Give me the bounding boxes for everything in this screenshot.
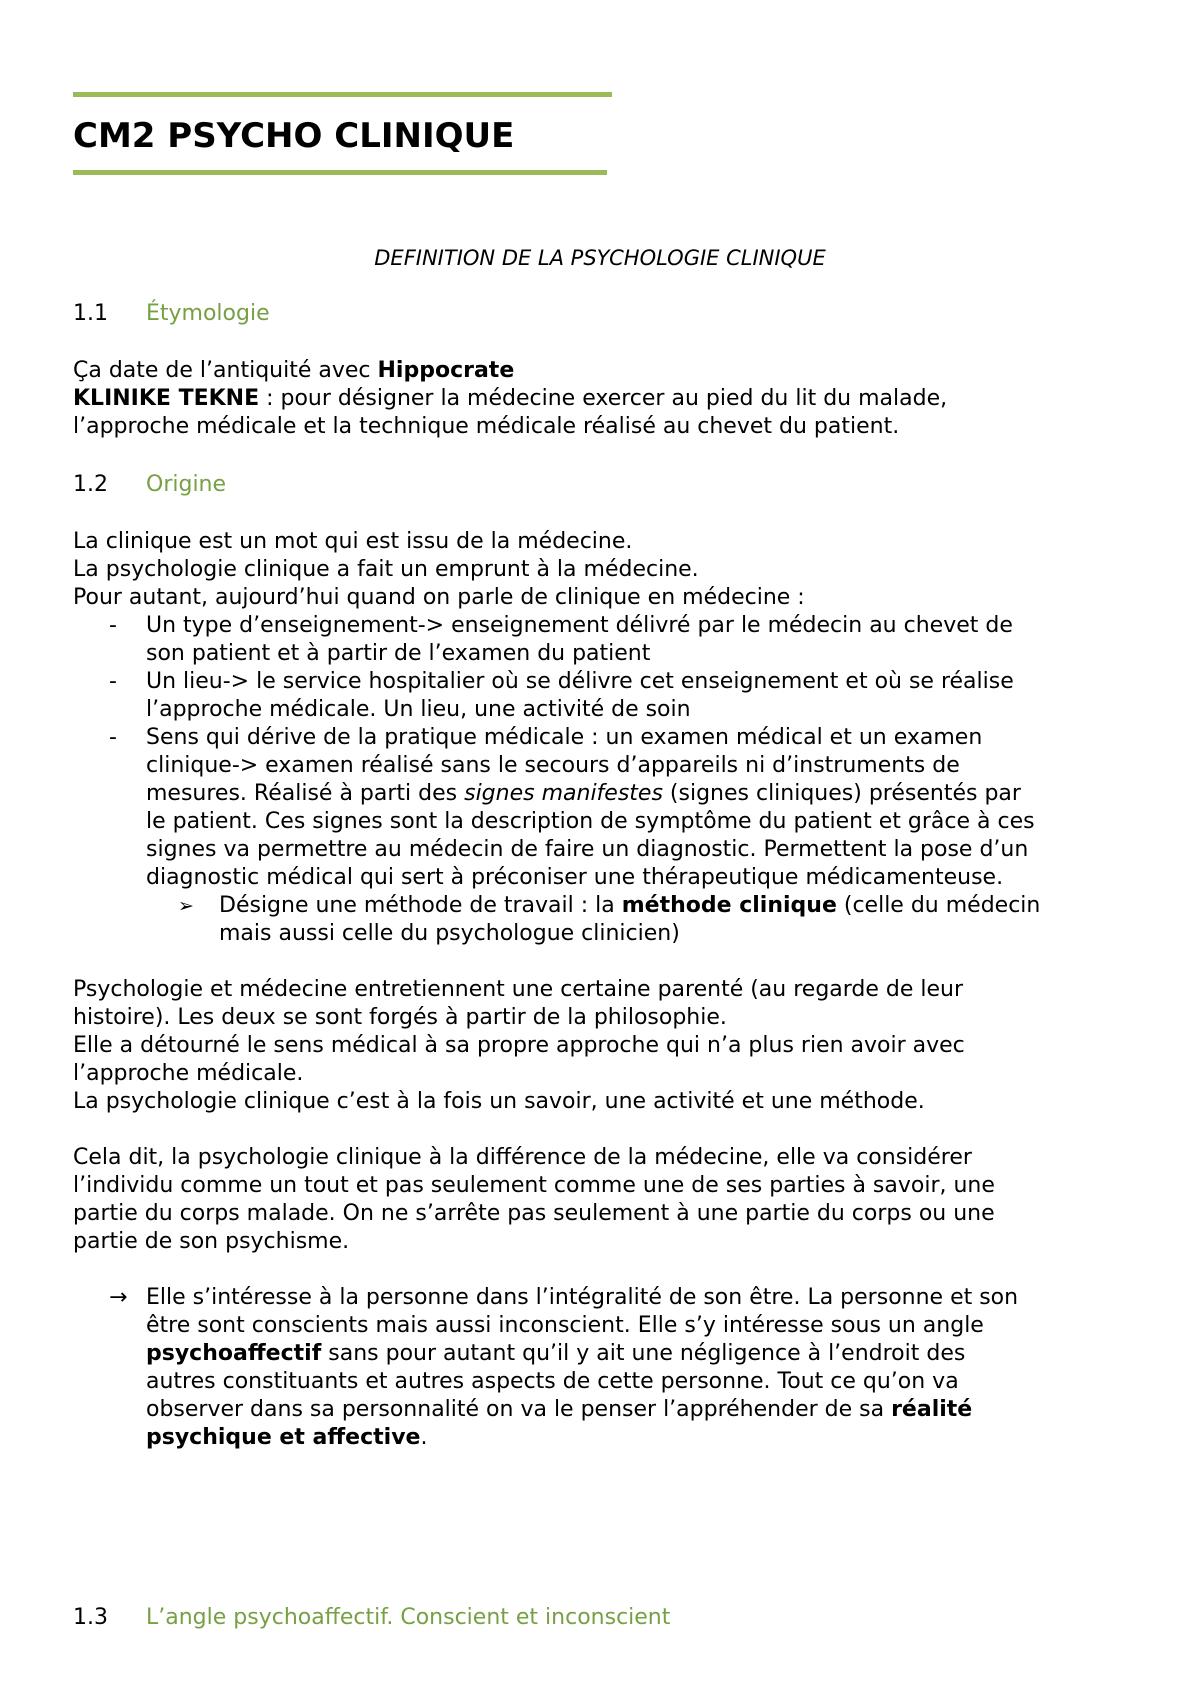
- text-line: l’approche médicale.: [73, 1061, 304, 1086]
- right-arrow-icon: →: [109, 1285, 128, 1310]
- section-title: L’angle psychoaffectif. Conscient et inconscient: [146, 1605, 671, 1630]
- text-line: son patient et à partir de l’examen du patient: [146, 641, 651, 666]
- sub-bullet-list: [146, 892, 1133, 948]
- bold-term-realite: réalité: [891, 1397, 973, 1422]
- text-line: Un type d’enseignement-> enseignement délivré par le médecin au chevet de: [146, 613, 1013, 638]
- list-item: [73, 668, 1133, 724]
- section-title: Étymologie: [146, 301, 270, 326]
- dash-bullet-icon: -: [109, 725, 117, 750]
- text-line: mais aussi celle du psychologue clinicien): [219, 921, 680, 946]
- text-line: Psychologie et médecine entretiennent une certaine parenté (au regarde de leur: [73, 977, 964, 1002]
- section-heading-angle-psychoaffectif: [73, 1603, 670, 1633]
- title-top-rule: [73, 92, 612, 97]
- section-number: 1.2: [73, 472, 108, 497]
- text-run: observer dans sa personnalité on va le penser l’appréhender de sa: [146, 1397, 892, 1422]
- bold-term-klinike-tekne: KLINIKE TEKNE: [73, 386, 260, 411]
- text-line: le patient. Ces signes sont la description de symptôme du patient et grâce à ces: [146, 809, 1035, 834]
- text-run: Ça date de l’antiquité avec: [73, 358, 378, 383]
- section-title: Origine: [146, 472, 227, 497]
- bold-term-psychoaffectif: psychoaffectif: [146, 1341, 322, 1366]
- list-item: [73, 724, 1133, 948]
- document-subtitle: DEFINITION DE LA PSYCHOLOGIE CLINIQUE: [374, 246, 826, 270]
- bold-term-methode-clinique: méthode clinique: [621, 893, 837, 918]
- text-run: sans pour autant qu’il y ait une négligence à l’endroit des: [321, 1341, 966, 1366]
- document-title: CM2 PSYCHO CLINIQUE: [73, 116, 515, 156]
- text-line: l’approche médicale et la technique médicale réalisé au chevet du patient.: [73, 414, 900, 439]
- text-line: clinique-> examen réalisé sans le secours d’appareils ni d’instruments de: [146, 753, 960, 778]
- text-run: Désigne une méthode de travail : la: [219, 893, 622, 918]
- text-line: Pour autant, aujourd’hui quand on parle de clinique en médecine :: [73, 585, 805, 610]
- section-heading-etymologie: [73, 299, 270, 329]
- text-run: : pour désigner la médecine exercer au pied du lit du malade,: [259, 386, 948, 411]
- text-line: Cela dit, la psychologie clinique à la différence de la médecine, elle va considérer: [73, 1145, 972, 1170]
- text-line: Un lieu-> le service hospitalier où se délivre cet enseignement et où se réalise: [146, 669, 1014, 694]
- text-line: partie de son psychisme.: [73, 1229, 350, 1254]
- section-number: 1.1: [73, 301, 108, 326]
- text-run: (celle du médecin: [836, 893, 1041, 918]
- text-run: (signes cliniques) présentés par: [662, 781, 1021, 806]
- text-line: La psychologie clinique c’est à la fois un savoir, une activité et une méthode.: [73, 1089, 925, 1114]
- text-line: Elle a détourné le sens médical à sa propre approche qui n’a plus rien avoir avec: [73, 1033, 965, 1058]
- etymologie-paragraph: [73, 357, 1133, 441]
- text-run: mesures. Réalisé à parti des: [146, 781, 465, 806]
- origine-content: [73, 528, 1133, 1452]
- section-number: 1.3: [73, 1605, 108, 1630]
- bold-term-hippocrate: Hippocrate: [377, 358, 515, 383]
- text-line: histoire). Les deux se sont forgés à partir de la philosophie.: [73, 1005, 727, 1030]
- text-line: l’individu comme un tout et pas seulement comme une de ses parties à savoir, une: [73, 1173, 995, 1198]
- dash-bullet-icon: -: [109, 613, 117, 638]
- bold-term-psychique-affective: psychique et affective: [146, 1425, 421, 1450]
- text-line: diagnostic médical qui sert à préconiser une thérapeutique médicamenteuse.: [146, 865, 1004, 890]
- list-item: [73, 612, 1133, 668]
- arrow-list: [73, 1284, 1133, 1452]
- text-line: être sont conscients mais aussi inconscient. Elle s’y intéresse sous un angle: [146, 1313, 984, 1338]
- text-line: Sens qui dérive de la pratique médicale : un examen médical et un examen: [146, 725, 983, 750]
- text-run: .: [420, 1425, 428, 1450]
- text-line: La psychologie clinique a fait un emprunt à la médecine.: [73, 557, 699, 582]
- origine-bullet-list: [73, 612, 1133, 948]
- text-line: autres constituants et autres aspects de cette personne. Tout ce qu’on va: [146, 1369, 959, 1394]
- list-item: [73, 1284, 1133, 1452]
- text-line: l’approche médicale. Un lieu, une activité de soin: [146, 697, 691, 722]
- text-line: La clinique est un mot qui est issu de la médecine.: [73, 529, 633, 554]
- section-heading-origine: [73, 470, 226, 500]
- text-line: partie du corps malade. On ne s’arrête pas seulement à une partie du corps ou une: [73, 1201, 995, 1226]
- title-bottom-rule: [73, 170, 607, 175]
- arrowhead-bullet-icon: ➢: [178, 895, 194, 917]
- text-line: signes va permettre au médecin de faire un diagnostic. Permettent la pose d’un: [146, 837, 1029, 862]
- text-line: Elle s’intéresse à la personne dans l’intégralité de son être. La personne et son: [146, 1285, 1019, 1310]
- list-item: [146, 892, 1133, 948]
- italic-term-signes-manifestes: signes manifestes: [464, 781, 663, 806]
- dash-bullet-icon: -: [109, 669, 117, 694]
